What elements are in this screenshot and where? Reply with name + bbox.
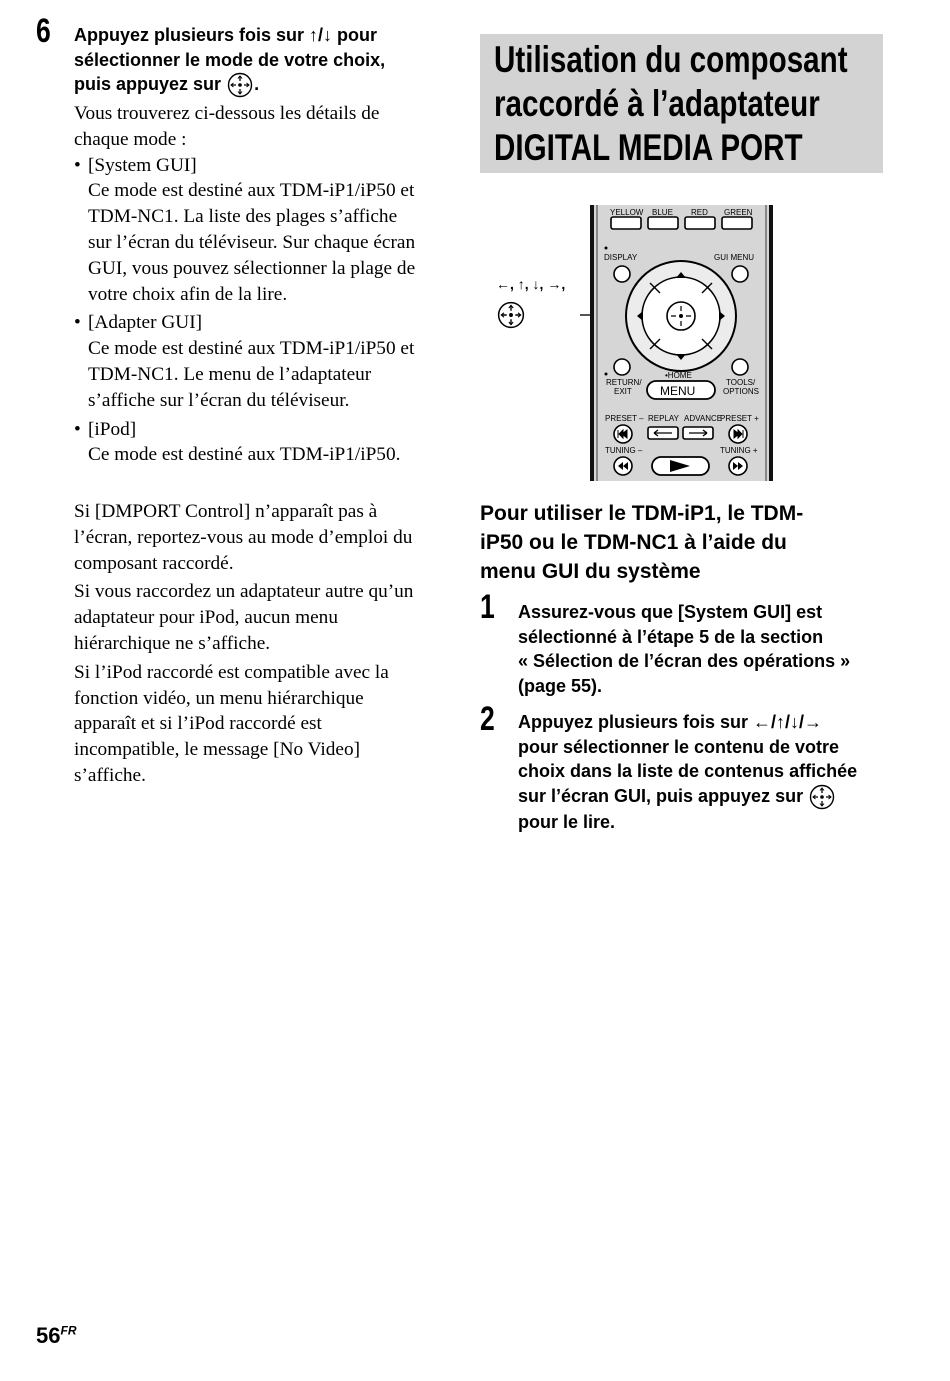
blue-button	[648, 217, 678, 229]
tuning-plus-label: TUNING +	[720, 446, 758, 455]
note-line: s’affiche.	[74, 764, 146, 786]
blue-label: BLUE	[652, 208, 673, 217]
step-6-title-line-2: sélectionner le mode de votre choix,	[74, 49, 386, 70]
notes-block	[74, 499, 449, 792]
enter-button-icon	[497, 301, 525, 334]
sub-heading	[480, 499, 900, 586]
home-label: •HOME	[665, 371, 692, 380]
tools-options-button	[732, 359, 748, 375]
heading-line: DIGITAL MEDIA PORT	[494, 127, 803, 168]
tools-label: TOOLS/	[726, 378, 756, 387]
mode-label: [iPod]	[88, 418, 137, 440]
display-label: DISPLAY	[604, 253, 638, 262]
remote-control-illustration	[590, 205, 773, 481]
intro-line-1: Vous trouverez ci-dessous les détails de	[74, 103, 380, 124]
mode-line: Ce mode est destiné aux TDM-iP1/iP50.	[88, 444, 401, 466]
preset-minus-label: PRESET –	[605, 414, 644, 423]
green-label: GREEN	[724, 208, 753, 217]
step-6-title	[74, 23, 454, 98]
step-1-text	[518, 600, 898, 699]
enter-button-icon	[809, 784, 835, 810]
mode-line: s’affiche sur l’écran du téléviseur.	[88, 389, 350, 411]
remote-edge-right	[769, 205, 773, 481]
gui-menu-label: GUI MENU	[714, 253, 754, 262]
note-paragraph	[74, 499, 449, 576]
step-line: pour sélectionner le contenu de votre	[518, 736, 840, 757]
step-line: (page 55).	[518, 676, 603, 697]
note-line: incompatible, le message [No Video]	[74, 739, 361, 761]
return-exit-button	[614, 359, 630, 375]
arrow-keys-label: ←, ↑, ↓, →,	[496, 276, 566, 292]
step-line: choix dans la liste de contenus affichée	[518, 761, 858, 782]
replay-label: REPLAY	[648, 414, 679, 423]
note-line: apparaît et si l’iPod raccordé est	[74, 713, 322, 735]
sub-heading-line: Pour utiliser le TDM-iP1, le TDM-	[480, 502, 804, 525]
step-number-2: 2	[480, 700, 495, 738]
green-button	[722, 217, 752, 229]
return-label: RETURN/	[606, 378, 642, 387]
intro-line-2: chaque mode :	[74, 128, 187, 150]
tuning-minus-label: TUNING –	[605, 446, 643, 455]
mode-line: Ce mode est destiné aux TDM-iP1/iP50 et	[88, 180, 415, 202]
section-heading-box	[480, 34, 883, 173]
mode-line: TDM-NC1. Le menu de l’adaptateur	[88, 363, 372, 385]
red-label: RED	[691, 208, 708, 217]
step-6-title-line-3: puis appuyez sur .	[74, 72, 454, 98]
advance-label: ADVANCE	[684, 414, 723, 423]
options-label: OPTIONS	[723, 387, 760, 396]
mode-label: [System GUI]	[88, 154, 197, 176]
note-line: fonction vidéo, un menu hiérarchique	[74, 687, 364, 709]
note-paragraph	[74, 579, 449, 656]
preset-plus-label: PRESET +	[720, 414, 759, 423]
mode-item-ipod: • [iPod] Ce mode est destiné aux TDM-iP1/iP50.	[74, 417, 444, 469]
note-line: composant raccordé.	[74, 552, 234, 574]
step-line: Appuyez plusieurs fois sur ←/↑/↓/→	[518, 712, 823, 732]
page-language-suffix: FR	[60, 1323, 77, 1338]
mode-line: Ce mode est destiné aux TDM-iP1/iP50 et	[88, 338, 415, 360]
step-line: « Sélection de l’écran des opérations »	[518, 651, 851, 672]
step-number-6: 6	[36, 12, 51, 50]
note-line: Si [DMPORT Control] n’apparaît pas à	[74, 501, 378, 522]
note-line: Si vous raccordez un adaptateur autre qu’un	[74, 581, 414, 603]
mode-item-system-gui: • [System GUI] Ce mode est destiné aux TDM-iP1/iP50 et TDM-NC1. La liste des plages s’affiche sur l’écran du téléviseur. Sur chaque écran GUI, vous pouvez sélectionner la plage de votre choix afin de la lire.	[74, 153, 444, 308]
yellow-label: YELLOW	[610, 208, 644, 217]
enter-button-icon	[227, 72, 253, 98]
note-line: hiérarchique ne s’affiche.	[74, 632, 271, 654]
yellow-button	[611, 217, 641, 229]
mode-line: TDM-NC1. La liste des plages s’affiche	[88, 206, 398, 228]
gui-menu-button	[732, 266, 748, 282]
step-2-text	[518, 710, 898, 835]
mode-label: [Adapter GUI]	[88, 312, 203, 334]
sub-heading-line: menu GUI du système	[480, 560, 701, 583]
red-button	[685, 217, 715, 229]
step-line: sélectionné à l’étape 5 de la section	[518, 626, 824, 647]
exit-label: EXIT	[614, 387, 632, 396]
display-button	[614, 266, 630, 282]
note-line: l’écran, reportez-vous au mode d’emploi du	[74, 526, 413, 548]
step-line: Assurez-vous que [System GUI] est	[518, 602, 823, 622]
heading-line: raccordé à l’adaptateur	[494, 83, 820, 124]
mode-line: votre choix afin de la lire.	[88, 283, 288, 305]
remote-edge-left	[590, 205, 594, 481]
sub-heading-line: iP50 ou le TDM-NC1 à l’aide du	[480, 531, 787, 554]
mode-line: sur l’écran du téléviseur. Sur chaque écran	[88, 231, 416, 253]
page-number: $56^{FR}$	[36, 1323, 77, 1348]
step-6-title-line-1: Appuyez plusieurs fois sur ↑/↓ pour	[74, 25, 378, 45]
step-line: pour le lire.	[518, 812, 616, 833]
step-number-1: 1	[480, 588, 495, 626]
section-heading	[494, 38, 870, 170]
heading-line: Utilisation du composant	[494, 39, 848, 80]
note-line: Si l’iPod raccordé est compatible avec la	[74, 661, 389, 683]
step-6-description	[74, 101, 444, 468]
mode-line: GUI, vous pouvez sélectionner la plage de	[88, 257, 416, 279]
note-paragraph	[74, 660, 449, 789]
menu-label: MENU	[660, 384, 696, 398]
step-line: sur l’écran GUI, puis appuyez sur	[518, 784, 898, 810]
note-line: adaptateur pour iPod, aucun menu	[74, 607, 338, 629]
mode-item-adapter-gui: • [Adapter GUI] Ce mode est destiné aux TDM-iP1/iP50 et TDM-NC1. Le menu de l’adaptateur s’affiche sur l’écran du téléviseur.	[74, 310, 444, 413]
